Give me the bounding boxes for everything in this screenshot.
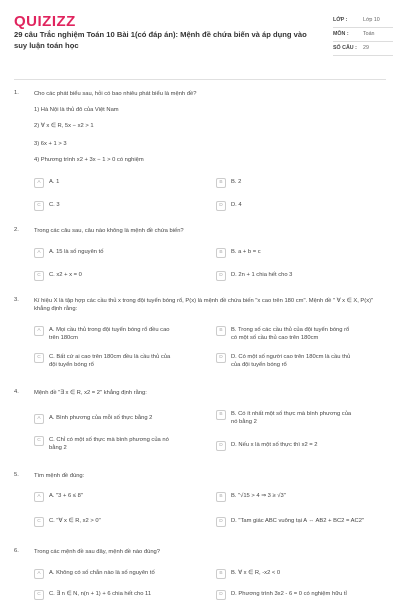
question-number: 1. — [14, 90, 19, 96]
option-text: C. ∃ n ∈ N, n(n + 1) + 6 chia hết cho 11 — [49, 591, 152, 597]
meta-panel — [333, 14, 393, 56]
option-letter-box: D — [216, 441, 226, 451]
option-letter-box: C — [34, 271, 44, 281]
option-text: C. Chỉ có một số thực mà bình phương của nó bằng 2 — [49, 437, 169, 451]
meta-grade-key: LỚP : — [333, 17, 348, 23]
question-number: 6. — [14, 548, 19, 554]
option-text: C. 3 — [49, 202, 60, 208]
question-text: Tìm mệnh đề đúng: — [34, 473, 85, 479]
option-text: D. Nếu x là một số thực thì x2 = 2 — [231, 442, 318, 448]
option-text: B. ∀ x ∈ R, -x2 < 0 — [231, 570, 281, 576]
meta-subject — [333, 28, 393, 42]
option-letter-box: B — [216, 410, 226, 420]
option-text: D. Phương trình 3x2 - 6 = 0 có nghiệm hữu tỉ — [231, 591, 347, 597]
option-letter-box: D — [216, 353, 226, 363]
question-text: Cho các phát biểu sau, hỏi có bao nhiêu phát biểu là mệnh đề? — [34, 91, 197, 97]
question-text: Kí hiệu X là tập hợp các cầu thủ x trong đội tuyển bóng rổ, P(x) là mệnh đề chứa biến "x cao trên 180 cm". Mệnh đề " ∀ x ∈ X, P(x)" khẳng định rằng: — [34, 298, 374, 312]
option-letter-box: B — [216, 569, 226, 579]
option-letter-box: C — [34, 517, 44, 527]
option-letter-box: A — [34, 569, 44, 579]
meta-subject-value: Toán — [363, 31, 375, 37]
option-text: B. Trong số các cầu thủ của đội tuyển bóng rổ có một số cầu thủ cao trên 180cm — [231, 327, 350, 341]
question-number: 2. — [14, 227, 19, 233]
option-letter-box: A — [34, 492, 44, 502]
option-text: A. Bình phương của mỗi số thực bằng 2 — [49, 415, 153, 421]
option-text: D. 4 — [231, 202, 242, 208]
option-text: D. "Tam giác ABC vuông tại A ⇔ AB2 + BC2 = AC2" — [231, 518, 365, 524]
meta-count-value: 29 — [363, 45, 369, 51]
option-text: B. a + b = c — [231, 249, 261, 255]
meta-subject-key: MÔN : — [333, 31, 349, 37]
document-title: 29 câu Trắc nghiệm Toán 10 Bài 1(có đáp án): Mệnh đề chứa biến và áp dụng vào suy luận toán học — [14, 30, 307, 50]
statement-2: 2) ∀ x ∈ R, 5x − x2 > 1 — [34, 123, 94, 129]
header-divider — [14, 79, 386, 80]
question-text: Mệnh đề "∃ x ∈ R, x2 = 2" khẳng định rằng: — [34, 390, 147, 396]
option-letter-box: D — [216, 271, 226, 281]
option-letter-box: A — [34, 414, 44, 424]
option-text: B. "√15 > 4 ⇒ 3 ≥ √3" — [231, 493, 286, 499]
option-text: A. Mọi cầu thủ trong đội tuyển bóng rổ đều cao trên 180cm — [49, 327, 170, 341]
option-letter-box: D — [216, 517, 226, 527]
option-text: C. "∀ x ∈ R, x2 > 0" — [49, 518, 101, 524]
question-text: Trong các mệnh đề sau đây, mệnh đề nào đúng? — [34, 549, 161, 555]
option-letter-box: C — [34, 590, 44, 600]
meta-count — [333, 42, 393, 56]
statement-1: 1) Hà Nội là thủ đô của Việt Nam — [34, 107, 119, 113]
meta-count-key: SỐ CÂU : — [333, 45, 357, 51]
option-letter-box: B — [216, 178, 226, 188]
option-text: A. Không có số chẵn nào là số nguyên tố — [49, 570, 155, 576]
question-number: 3. — [14, 297, 19, 303]
option-letter-box: B — [216, 248, 226, 258]
question-number: 5. — [14, 472, 19, 478]
meta-grade-value: Lớp 10 — [363, 17, 380, 23]
option-letter-box: C — [34, 201, 44, 211]
statement-4: 4) Phương trình x2 + 3x − 1 > 0 có nghiệm — [34, 157, 144, 163]
option-letter-box: D — [216, 201, 226, 211]
option-letter-box: B — [216, 492, 226, 502]
option-letter-box: A — [34, 248, 44, 258]
option-letter-box: D — [216, 590, 226, 600]
quizizz-logo: QUIZIZZ — [14, 13, 76, 30]
option-text: C. x2 + x = 0 — [49, 272, 82, 278]
option-letter-box: C — [34, 353, 44, 363]
option-text: B. 2 — [231, 179, 242, 185]
option-text: C. Bất cứ ai cao trên 180cm đều là cầu thủ của đội tuyển bóng rổ — [49, 354, 171, 368]
statement-3: 3) 6x + 1 > 3 — [34, 141, 67, 147]
option-letter-box: A — [34, 326, 44, 336]
option-text: A. 1 — [49, 179, 60, 185]
meta-grade — [333, 14, 393, 28]
question-text: Trong các câu sau, câu nào không là mệnh đề chứa biến? — [34, 228, 184, 234]
option-letter-box: B — [216, 326, 226, 336]
option-text: A. 15 là số nguyên tố — [49, 249, 104, 255]
option-text: D. Có một số người cao trên 180cm là cầu thủ của đội tuyển bóng rổ — [231, 354, 351, 368]
option-letter-box: C — [34, 436, 44, 446]
option-text: A. "3 + 6 ≤ 8" — [49, 493, 83, 499]
option-letter-box: A — [34, 178, 44, 188]
option-text: B. Có ít nhất một số thực mà bình phương của nó bằng 2 — [231, 411, 352, 425]
question-number: 4. — [14, 389, 19, 395]
option-text: D. 2n + 1 chia hết cho 3 — [231, 272, 293, 278]
